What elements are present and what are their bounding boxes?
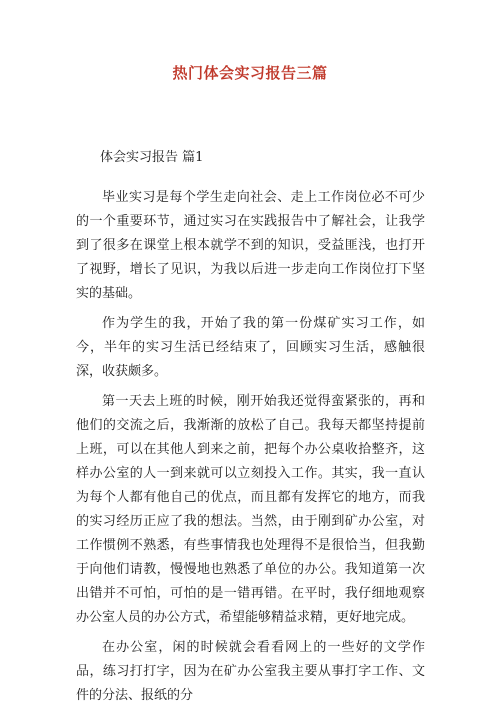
section-heading: 体会实习报告 篇1 (100, 150, 204, 165)
paragraph: 作为学生的我，开始了我的第一份煤矿实习工作，如今，半年的实习生活已经结束了，回顾实习生活，感触很深，收获颇多。 (76, 316, 425, 379)
document-body (76, 186, 425, 714)
document-title: 热门体会实习报告三篇 (172, 64, 328, 82)
paragraph: 毕业实习是每个学生走向社会、走上工作岗位必不可少的一个重要环节，通过实习在实践报告中了解社会，让我学到了很多在课堂上根本就学不到的知识，受益匪浅，也打开了视野，增长了见识，为我以后进一步走向工作岗位打下坚实的基础。 (76, 190, 425, 301)
paragraph: 在办公室，闲的时候就会看看网上的一些好的文学作品，练习打打字，因为在矿办公室我主要从事打字工作、文件的分法、报纸的分 (76, 640, 425, 703)
paragraph: 第一天去上班的时候，刚开始我还觉得蛮紧张的，再和他们的交流之后，我渐渐的放松了自己。我每天都坚持提前上班，可以在其他人到来之前，把每个办公桌收拾整齐，这样办公室的人一到来就可以立刻投入工作。其实，我一直认为每个人都有他自己的优点，而且都有发挥它的地方，而我的实习经历正应了我的想法。当然，由于刚到矿办公室，对工作惯例不熟悉，有些事情我也处理得不是很恰当，但我勤于向他们请教，慢慢地也熟悉了单位的办公。我知道第一次出错并不可怕，可怕的是一错再错。在平时，我仔细地观察办公室人员的办公方式，希望能够精益求精，更好地完成。 (76, 394, 425, 625)
